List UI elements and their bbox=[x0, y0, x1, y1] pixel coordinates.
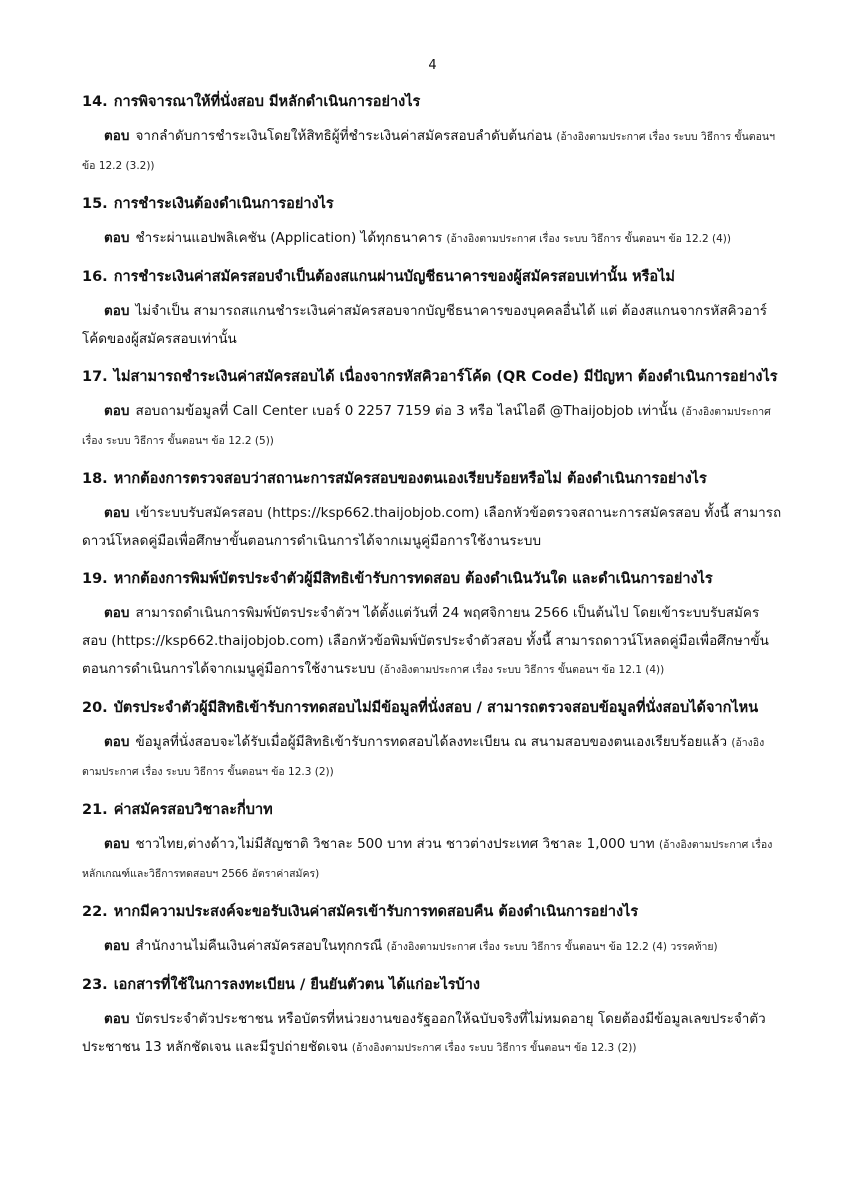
question-number: 16. bbox=[82, 269, 108, 285]
question-text: เอกสารที่ใช้ในการลงทะเบียน / ยืนยันตัวตน ได้แก่อะไรบ้าง bbox=[113, 977, 480, 993]
question-number: 14. bbox=[82, 94, 108, 110]
answer bbox=[82, 297, 783, 353]
reference-note: (อ้างอิงตามประกาศ เรื่อง ระบบ วิธีการ ขั้นตอนฯ ข้อ 12.2 (4)) bbox=[446, 233, 731, 245]
faq-item-15 bbox=[82, 190, 783, 253]
answer bbox=[82, 932, 783, 961]
answer-label: ตอบ bbox=[104, 1011, 130, 1027]
reference-note: (อ้างอิงตามประกาศ เรื่อง ระบบ วิธีการ ขั้นตอนฯ ข้อ 12.2 (4) วรรคท้าย) bbox=[386, 941, 718, 953]
answer-text: ไม่จำเป็น สามารถสแกนชำระเงินค่าสมัครสอบจากบัญชีธนาคารของบุคคลอื่นได้ แต่ ต้องสแกนจากรหัสคิวอาร์โค้ดของผู้สมัครสอบเท่านั้น bbox=[82, 303, 768, 347]
answer-text: ชาวไทย,ต่างด้าว,ไม่มีสัญชาติ วิชาละ 500 บาท ส่วน ชาวต่างประเทศ วิชาละ 1,000 บาท bbox=[135, 836, 655, 852]
faq-item-18 bbox=[82, 465, 783, 555]
answer-text: สามารถดำเนินการพิมพ์บัตรประจำตัวฯ ได้ตั้งแต่วันที่ 24 พฤศจิกายน 2566 เป็นต้นไป โดยเข้าระบบรับสมัครสอบ (https://ksp662.thaijobjob.com) เลือกหัวข้อพิมพ์บัตรประจำตัวสอบ ทั้งนี้ สามารถดาวน์โหลดคู่มือเพื่อศึกษาขั้นตอนการดำเนินการได้จากเมนูคู่มือการใช้งานระบบ bbox=[82, 605, 769, 677]
answer bbox=[82, 397, 783, 455]
question bbox=[82, 971, 783, 999]
question bbox=[82, 694, 783, 722]
question-text: ไม่สามารถชำระเงินค่าสมัครสอบได้ เนื่องจากรหัสคิวอาร์โค้ด (QR Code) มีปัญหา ต้องดำเนินการอย่างไร bbox=[113, 369, 778, 385]
question-number: 21. bbox=[82, 802, 108, 818]
question-text: การชำระเงินต้องดำเนินการอย่างไร bbox=[113, 196, 334, 212]
reference-note: (อ้างอิงตามประกาศ เรื่อง หลักเกณฑ์และวิธีการทดสอบฯ 2566 อัตราค่าสมัคร) bbox=[82, 839, 773, 880]
question bbox=[82, 88, 783, 116]
question-number: 20. bbox=[82, 700, 108, 716]
faq-item-16 bbox=[82, 263, 783, 353]
question bbox=[82, 190, 783, 218]
question-text: หากต้องการตรวจสอบว่าสถานะการสมัครสอบของตนเองเรียบร้อยหรือไม่ ต้องดำเนินการอย่างไร bbox=[113, 471, 707, 487]
answer-text: สำนักงานไม่คืนเงินค่าสมัครสอบในทุกกรณี bbox=[135, 938, 383, 954]
answer-label: ตอบ bbox=[104, 938, 130, 954]
reference-note: (อ้างอิงตามประกาศ เรื่อง ระบบ วิธีการ ขั้นตอนฯ ข้อ 12.3 (2)) bbox=[351, 1042, 637, 1054]
answer bbox=[82, 830, 783, 888]
question-number: 15. bbox=[82, 196, 108, 212]
faq-item-17 bbox=[82, 363, 783, 455]
reference-note: (อ้างอิงตามประกาศ เรื่อง ระบบ วิธีการ ขั้นตอนฯ ข้อ 12.3 (2)) bbox=[82, 737, 765, 778]
faq-item-21 bbox=[82, 796, 783, 888]
question-number: 23. bbox=[82, 977, 108, 993]
answer bbox=[82, 1005, 783, 1062]
answer bbox=[82, 224, 783, 253]
question-text: ค่าสมัครสอบวิชาละกี่บาท bbox=[113, 802, 273, 818]
question bbox=[82, 465, 783, 493]
reference-note: (อ้างอิงตามประกาศ เรื่อง ระบบ วิธีการ ขั้นตอนฯ ข้อ 12.2 (5)) bbox=[82, 406, 771, 447]
reference-note: (อ้างอิงตามประกาศ เรื่อง ระบบ วิธีการ ขั้นตอนฯ ข้อ 12.2 (3.2)) bbox=[82, 131, 775, 172]
answer-text: บัตรประจำตัวประชาชน หรือบัตรที่หน่วยงานของรัฐออกให้ฉบับจริงที่ไม่หมดอายุ โดยต้องมีข้อมูลเลขประจำตัวประชาชน 13 หลักชัดเจน และมีรูปถ่ายชัดเจน bbox=[82, 1011, 766, 1055]
answer-label: ตอบ bbox=[104, 230, 130, 246]
question-number: 18. bbox=[82, 471, 108, 487]
answer-label: ตอบ bbox=[104, 403, 130, 419]
answer bbox=[82, 499, 783, 555]
question bbox=[82, 898, 783, 926]
answer bbox=[82, 122, 783, 180]
question bbox=[82, 263, 783, 291]
question bbox=[82, 565, 783, 593]
question-text: หากต้องการพิมพ์บัตรประจำตัวผู้มีสิทธิเข้ารับการทดสอบ ต้องดำเนินวันใด และดำเนินการอย่างไร bbox=[113, 571, 713, 587]
answer-text: จากลำดับการชำระเงินโดยให้สิทธิผู้ที่ชำระเงินค่าสมัครสอบลำดับต้นก่อน bbox=[135, 128, 552, 144]
faq-item-22 bbox=[82, 898, 783, 961]
reference-note: (อ้างอิงตามประกาศ เรื่อง ระบบ วิธีการ ขั้นตอนฯ ข้อ 12.1 (4)) bbox=[379, 664, 665, 676]
question-text: หากมีความประสงค์จะขอรับเงินค่าสมัครเข้ารับการทดสอบคืน ต้องดำเนินการอย่างไร bbox=[113, 904, 639, 920]
answer bbox=[82, 599, 783, 684]
answer-label: ตอบ bbox=[104, 505, 130, 521]
faq-item-19 bbox=[82, 565, 783, 684]
faq-item-14 bbox=[82, 88, 783, 180]
answer-label: ตอบ bbox=[104, 128, 130, 144]
question-number: 22. bbox=[82, 904, 108, 920]
answer bbox=[82, 728, 783, 786]
faq-item-20 bbox=[82, 694, 783, 786]
answer-text: ชำระผ่านแอปพลิเคชัน (Application) ได้ทุกธนาคาร bbox=[135, 230, 443, 246]
question bbox=[82, 363, 783, 391]
question-number: 19. bbox=[82, 571, 108, 587]
question-number: 17. bbox=[82, 369, 108, 385]
question-text: บัตรประจำตัวผู้มีสิทธิเข้ารับการทดสอบไม่มีข้อมูลที่นั่งสอบ / สามารถตรวจสอบข้อมูลที่นั่งสอบได้จากไหน bbox=[113, 700, 759, 716]
question-text: การพิจารณาให้ที่นั่งสอบ มีหลักดำเนินการอย่างไร bbox=[113, 94, 421, 110]
answer-text: สอบถามข้อมูลที่ Call Center เบอร์ 0 2257 7159 ต่อ 3 หรือ ไลน์ไอดี @Thaijobjob เท่านั้น bbox=[135, 403, 678, 419]
faq-item-23 bbox=[82, 971, 783, 1062]
question-text: การชำระเงินค่าสมัครสอบจำเป็นต้องสแกนผ่านบัญชีธนาคารของผู้สมัครสอบเท่านั้น หรือไม่ bbox=[113, 269, 675, 285]
question bbox=[82, 796, 783, 824]
answer-label: ตอบ bbox=[104, 303, 130, 319]
answer-text: ข้อมูลที่นั่งสอบจะได้รับเมื่อผู้มีสิทธิเข้ารับการทดสอบได้ลงทะเบียน ณ สนามสอบของตนเองเรียบร้อยแล้ว bbox=[135, 734, 728, 750]
answer-label: ตอบ bbox=[104, 836, 130, 852]
answer-label: ตอบ bbox=[104, 734, 130, 750]
page-number: 4 bbox=[428, 58, 437, 73]
answer-text: เข้าระบบรับสมัครสอบ (https://ksp662.thaijobjob.com) เลือกหัวข้อตรวจสถานะการสมัครสอบ ทั้งนี้ สามารถดาวน์โหลดคู่มือเพื่อศึกษาขั้นตอนการดำเนินการได้จากเมนูคู่มือการใช้งานระบบ bbox=[82, 505, 782, 549]
answer-label: ตอบ bbox=[104, 605, 130, 621]
